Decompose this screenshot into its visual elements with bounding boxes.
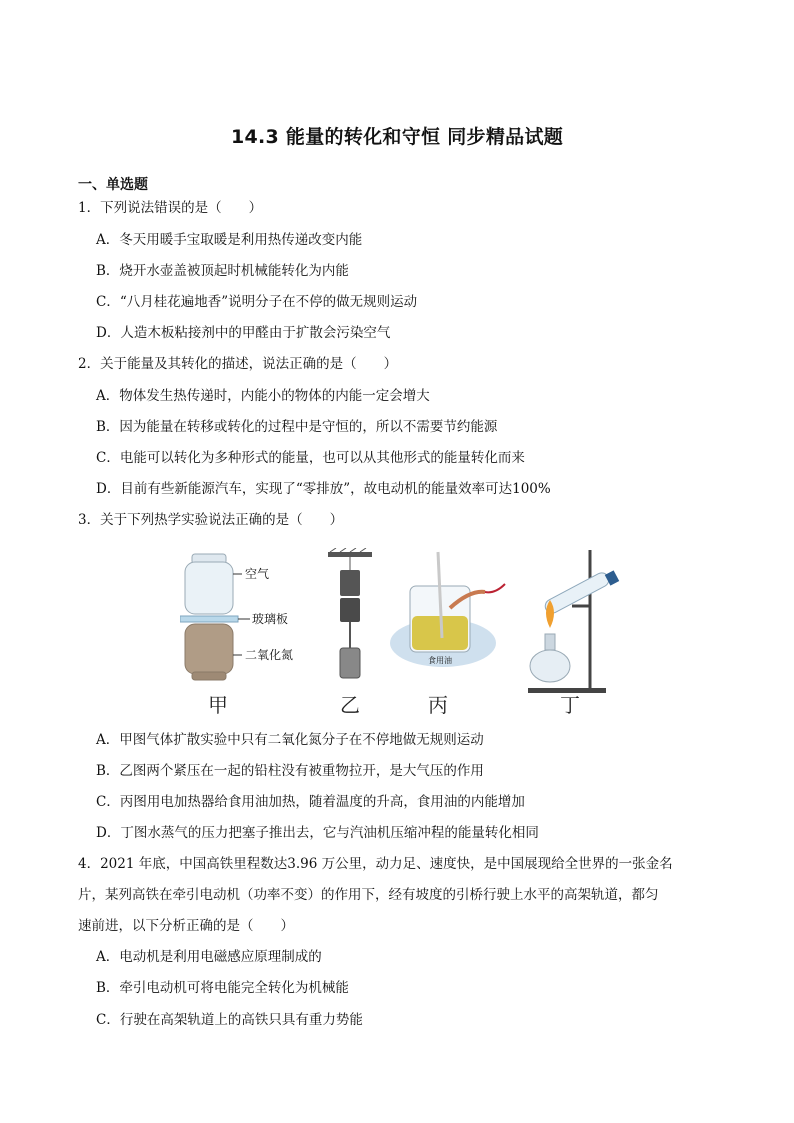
question-1-option-d: D．人造木板粘接剂中的甲醛由于扩散会污染空气 xyxy=(96,325,391,341)
figure-ding-test-tube xyxy=(528,550,619,693)
figure-jia-bottles xyxy=(180,554,293,680)
question-2-option-b: B．因为能量在转移或转化的过程中是守恒的，所以不需要节约能源 xyxy=(96,419,498,435)
question-4-option-c: C．行驶在高架轨道上的高铁只具有重力势能 xyxy=(96,1012,363,1028)
question-3-option-a: A．甲图气体扩散实验中只有二氧化氮分子在不停地做无规则运动 xyxy=(96,732,484,748)
question-1-option-a: A．冬天用暖手宝取暖是利用热传递改变内能 xyxy=(96,232,363,248)
figure-yi-lead-columns xyxy=(328,548,372,678)
question-1-option-c: C．“八月桂花遍地香”说明分子在不停的做无规则运动 xyxy=(96,294,418,310)
question-1-stem: 1．下列说法错误的是（ ） xyxy=(78,200,263,216)
question-3-option-d: D．丁图水蒸气的压力把塞子推出去，它与汽油机压缩冲程的能量转化相同 xyxy=(96,825,539,841)
figure-label-ding: 丁 xyxy=(560,693,580,717)
label-no2: 二氧化氮 xyxy=(245,648,294,662)
figure-label-jia: 甲 xyxy=(208,693,228,717)
question-4-stem-line-1: 4．2021 年底，中国高铁里程数达3.96 万公里，动力足、速度快，是中国展现给全世界的一张金名 xyxy=(78,856,673,872)
label-air: 空气 xyxy=(245,567,270,581)
figure-label-yi: 乙 xyxy=(340,693,360,717)
question-2-stem: 2．关于能量及其转化的描述，说法正确的是（ ） xyxy=(78,356,398,372)
question-4-option-a: A．电动机是利用电磁感应原理制成的 xyxy=(96,949,322,965)
question-3-stem: 3．关于下列热学实验说法正确的是（ ） xyxy=(78,512,344,528)
page-title: 14.3 能量的转化和守恒 同步精品试题 xyxy=(230,126,564,148)
question-2-option-c: C．电能可以转化为多种形式的能量，也可以从其他形式的能量转化而来 xyxy=(96,450,525,466)
figure-label-bing: 丙 xyxy=(428,693,448,717)
question-2-option-d: D．目前有些新能源汽车，实现了“零排放”，故电动机的能量效率可达100% xyxy=(96,481,551,497)
question-4-stem-line-2: 片，某列高铁在牵引电动机（功率不变）的作用下，经有坡度的引桥行驶上水平的高架轨道，都匀 xyxy=(78,887,659,903)
question-3-option-b: B．乙图两个紧压在一起的铅柱没有被重物拉开，是大气压的作用 xyxy=(96,763,484,779)
question-4-option-b: B．牵引电动机可将电能完全转化为机械能 xyxy=(96,980,349,996)
section-heading: 一、单选题 xyxy=(78,177,148,193)
experiment-figure xyxy=(180,548,640,718)
figure-bing-beaker xyxy=(390,552,505,667)
question-2-option-a: A．物体发生热传递时，内能小的物体的内能一定会增大 xyxy=(96,388,430,404)
question-3-option-c: C．丙图用电加热器给食用油加热，随着温度的升高，食用油的内能增加 xyxy=(96,794,525,810)
question-4-stem-line-3: 速前进，以下分析正确的是（ ） xyxy=(78,918,294,934)
question-1-option-b: B．烧开水壶盖被顶起时机械能转化为内能 xyxy=(96,263,349,279)
label-glass-plate: 玻璃板 xyxy=(252,612,289,626)
label-oil: 食用油 xyxy=(428,656,452,665)
